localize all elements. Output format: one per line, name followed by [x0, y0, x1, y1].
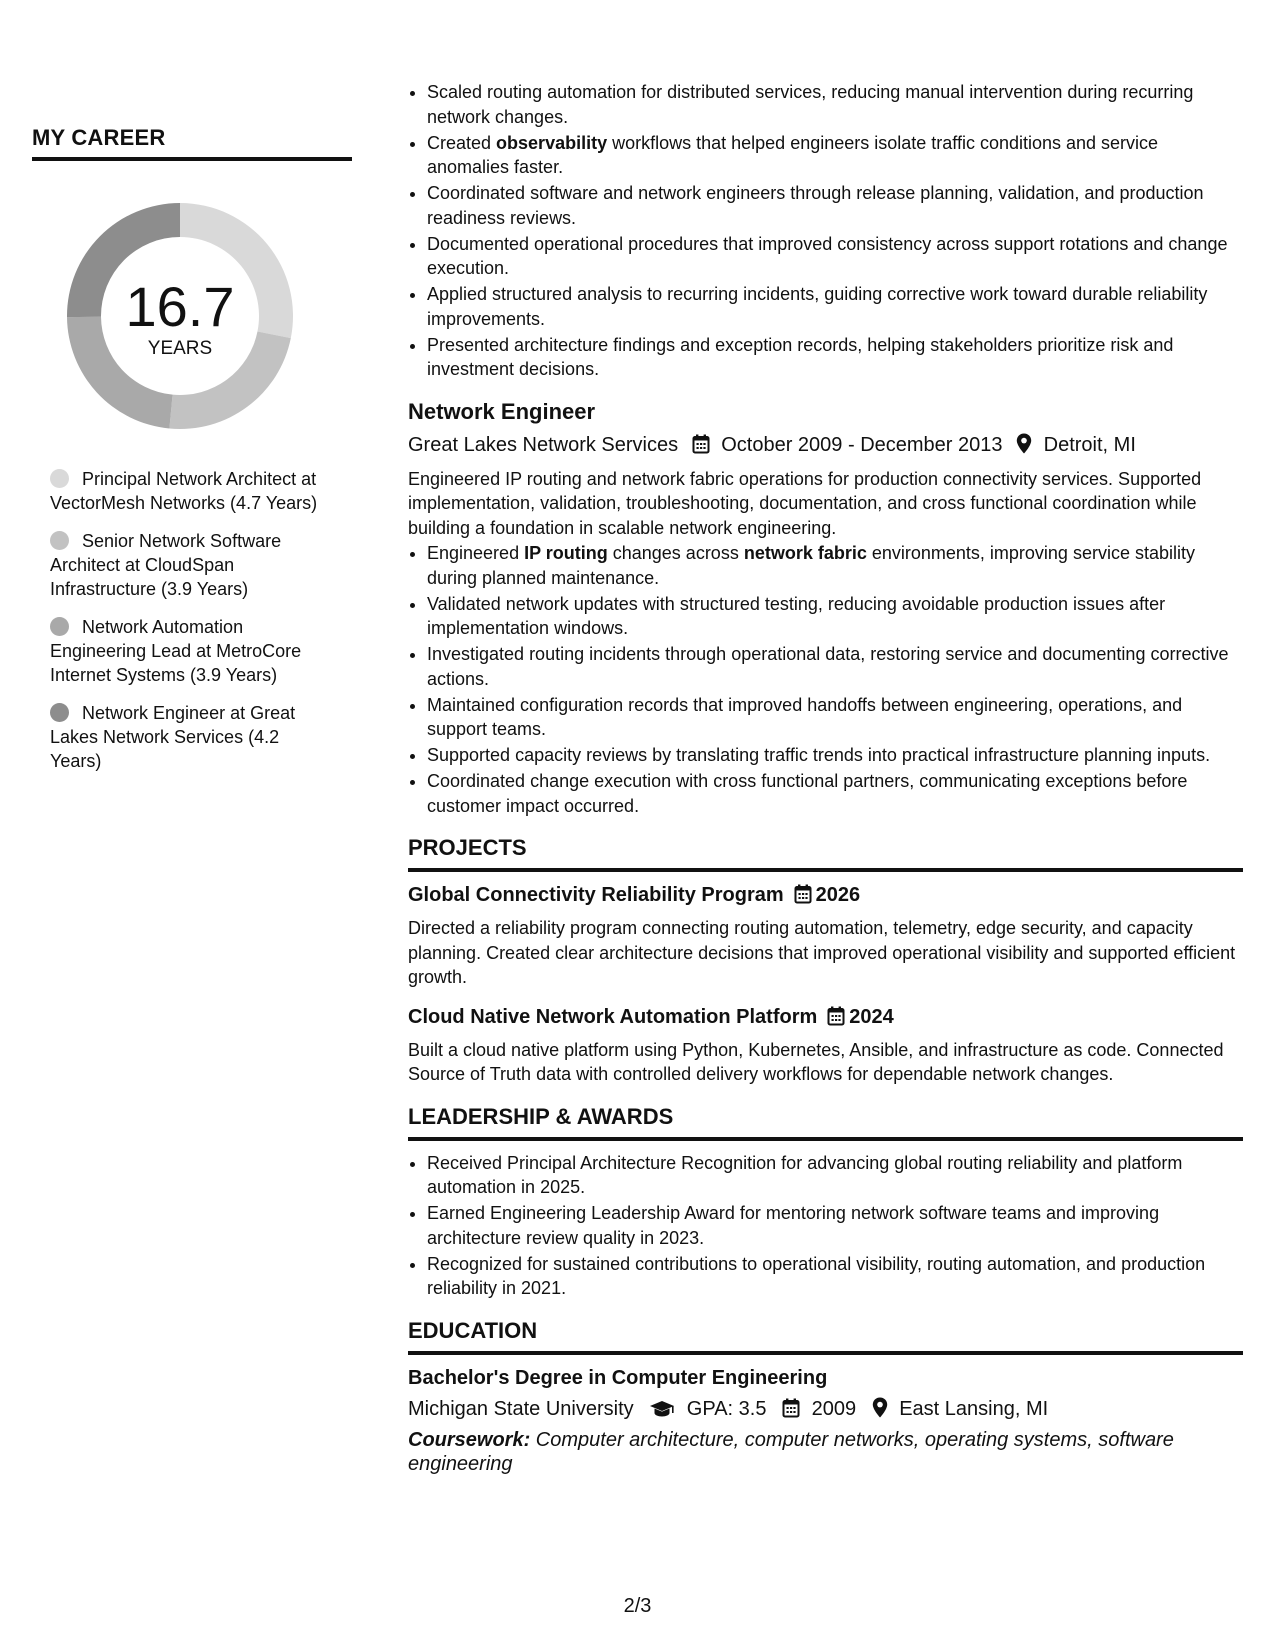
bullet-item: • Investigated routing incidents through operational data, restoring service and documenting corrective actions.: [427, 642, 1243, 691]
previous-job-bullets: [408, 80, 1243, 382]
graduation-cap-icon: [649, 1398, 675, 1426]
project-year: 2026: [815, 884, 861, 906]
calendar-icon: [782, 1398, 800, 1426]
job-bullets: [408, 541, 1243, 818]
project-title: [408, 882, 1243, 911]
career-section-title: MY CAREER: [32, 125, 352, 161]
education-section-title: EDUCATION: [408, 1317, 1243, 1355]
legend-swatch: [50, 531, 69, 550]
legend-label: Network Automation Engineering Lead at MetroCore Internet Systems (3.9 Years): [50, 617, 302, 685]
bullet-item: • Created observability workflows that helped engineers isolate traffic conditions and service anomalies faster.: [427, 131, 1243, 180]
map-pin-icon: [1016, 433, 1032, 462]
bullet-item: • Coordinated software and network engineers through release planning, validation, and production readiness reviews.: [427, 181, 1243, 230]
awards-section-title: LEADERSHIP & AWARDS: [408, 1103, 1243, 1141]
calendar-icon: [794, 884, 812, 911]
career-donut-chart: [65, 201, 295, 431]
job-summary: Engineered IP routing and network fabric operations for production connectivity services. Supported implementation, validation, troubleshooting, documentation, and cross functional coordination while building a foundation in scalable network engineering.: [408, 468, 1202, 538]
bullet-item: • Maintained configuration records that improved handoffs between engineering, operations, and support teams.: [427, 693, 1243, 742]
legend-swatch: [50, 703, 69, 722]
project-name: Global Connectivity Reliability Program: [408, 884, 784, 906]
legend-swatch: [50, 617, 69, 636]
projects-section-title: PROJECTS: [408, 834, 1243, 872]
project-year: 2024: [849, 1005, 894, 1028]
job-dates: October 2009 - December 2013: [721, 433, 1003, 456]
award-item: • Recognized for sustained contributions to operational visibility, routing automation, and production reliability in 2021.: [427, 1252, 1243, 1301]
coursework-text: Computer architecture, computer networks, operating systems, software engineering: [408, 1428, 1174, 1475]
project-title: [408, 1004, 1243, 1033]
calendar-icon: [827, 1006, 845, 1033]
job-location: Detroit, MI: [1043, 433, 1136, 456]
project-description: Built a cloud native platform using Python, Kubernetes, Ansible, and infrastructure as code. Connected Source of Truth data with controlled delivery workflows for dependable network changes.: [408, 1039, 1224, 1084]
page-number: 2/3: [623, 1595, 652, 1617]
degree-title: Bachelor's Degree in Computer Engineering: [408, 1366, 828, 1389]
coursework-label: Coursework:: [408, 1428, 531, 1451]
legend-item: [50, 615, 330, 687]
job-title: Network Engineer: [408, 398, 596, 424]
job-company: Great Lakes Network Services: [408, 433, 679, 456]
legend-item: [50, 467, 330, 515]
career-legend: [50, 467, 330, 773]
legend-label: Network Engineer at Great Lakes Network Services (4.2 Years): [50, 703, 296, 771]
job-meta: [408, 431, 1243, 462]
bullet-item: • Validated network updates with structured testing, reducing avoidable production issues after implementation windows.: [427, 592, 1243, 641]
legend-swatch: [50, 469, 69, 488]
bullet-item: • Documented operational procedures that improved consistency across support rotations and change execution.: [427, 232, 1243, 281]
awards-list: [408, 1151, 1243, 1301]
legend-item: [50, 701, 330, 773]
school-location: East Lansing, MI: [899, 1397, 1049, 1420]
legend-item: [50, 529, 330, 601]
map-pin-icon: [872, 1397, 888, 1426]
bullet-item: • Supported capacity reviews by translating traffic trends into practical infrastructure planning inputs.: [427, 743, 1243, 768]
project-description: Directed a reliability program connecting routing automation, telemetry, edge security, and capacity planning. Created clear architecture decisions that improved operational visibility and supported efficient growth.: [408, 918, 1236, 987]
bullet-item: • Coordinated change execution with cross functional partners, communicating exceptions before customer impact occurred.: [427, 769, 1243, 818]
school-name: Michigan State University: [408, 1397, 634, 1420]
total-years-value: 16.7: [125, 275, 235, 338]
legend-label: Principal Network Architect at VectorMesh Networks (4.7 Years): [50, 469, 318, 513]
education-meta: [408, 1395, 1243, 1426]
coursework: [408, 1428, 1243, 1476]
career-sidebar: [32, 125, 352, 787]
legend-label: Senior Network Software Architect at CloudSpan Infrastructure (3.9 Years): [50, 531, 282, 599]
total-years-unit: YEARS: [147, 338, 213, 359]
main-content: [408, 80, 1243, 1476]
gpa: GPA: 3.5: [686, 1397, 767, 1420]
award-item: • Earned Engineering Leadership Award for mentoring network software teams and improving architecture review quality in 2023.: [427, 1201, 1243, 1250]
award-item: • Received Principal Architecture Recognition for advancing global routing reliability and platform automation in 2025.: [427, 1151, 1243, 1200]
projects-list: [408, 882, 1243, 1087]
bullet-item: • Applied structured analysis to recurring incidents, guiding corrective work toward durable reliability improvements.: [427, 282, 1243, 331]
graduation-year: 2009: [811, 1397, 857, 1420]
bullet-item: • Presented architecture findings and exception records, helping stakeholders prioritize risk and investment decisions.: [427, 333, 1243, 382]
bullet-item: • Scaled routing automation for distributed services, reducing manual intervention during recurring network changes.: [427, 80, 1243, 129]
project-name: Cloud Native Network Automation Platform: [408, 1005, 818, 1028]
calendar-icon: [692, 434, 710, 462]
bullet-item: • Engineered IP routing changes across network fabric environments, improving service stability during planned maintenance.: [427, 541, 1243, 590]
